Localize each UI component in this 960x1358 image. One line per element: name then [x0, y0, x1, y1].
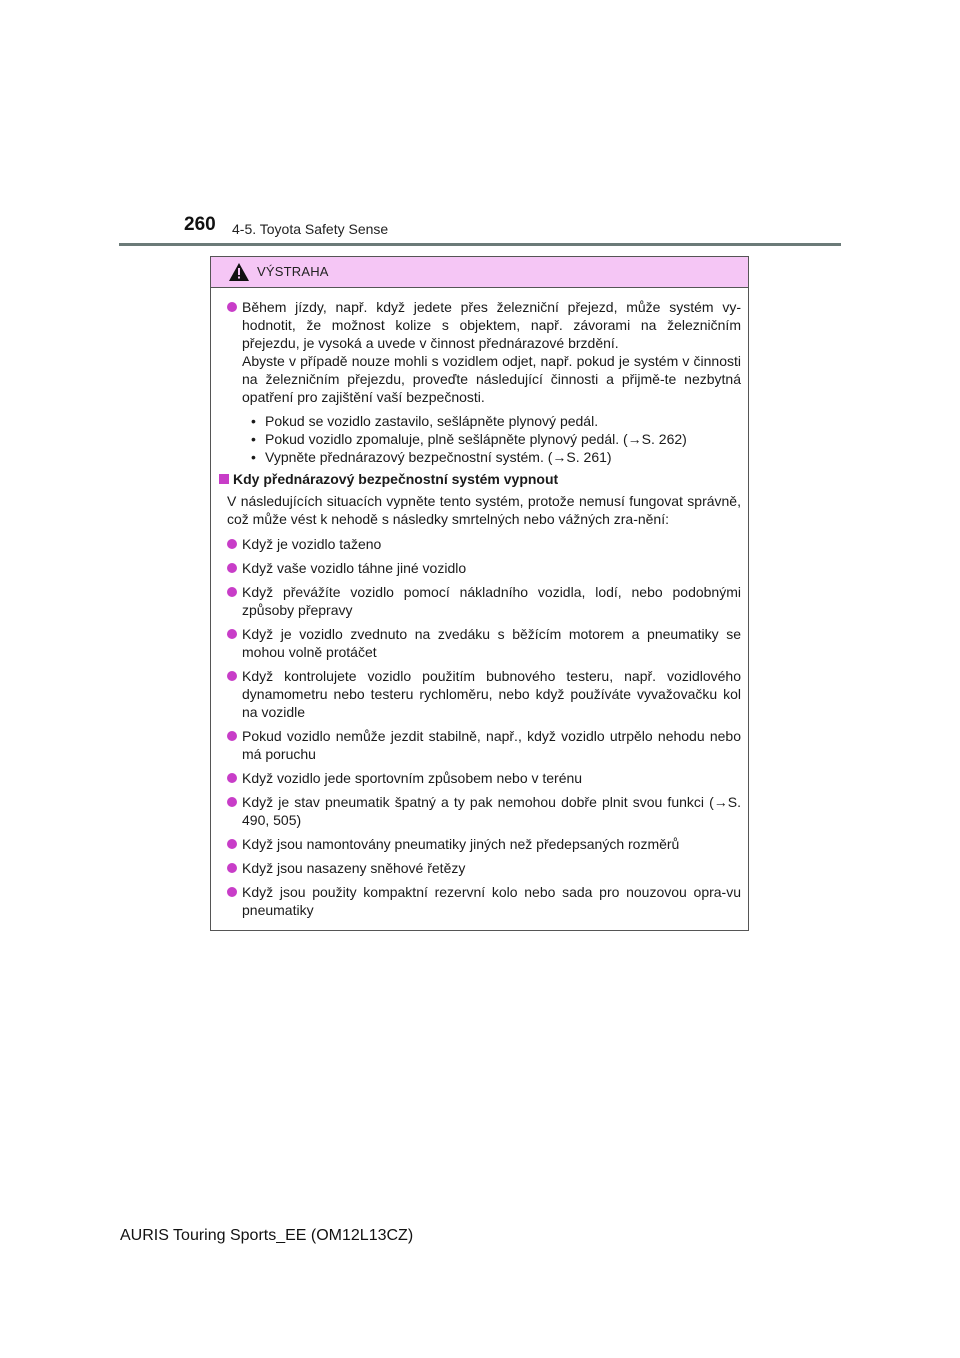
bullet-icon: •	[251, 413, 256, 429]
warning-body	[211, 288, 748, 919]
section-title: 4-5. Toyota Safety Sense	[232, 221, 389, 237]
list-item: Když jsou nasazeny sněhové řetězy	[219, 859, 741, 877]
warning-text: Abyste v případě nouze mohli s vozidlem odjet, např. pokud je systém v činnosti na železničním přejezdu, proveďte následující činnosti a přijmě-te nezbytná opatření pro zajištění vaší bezpečnosti.	[242, 353, 741, 405]
list-item: Pokud vozidlo nemůže jezdit stabilně, např., když vozidlo utrpělo nehodu nebo má poruchu	[219, 727, 741, 763]
footer-model: AURIS Touring Sports_EE (OM12L13CZ)	[120, 1227, 414, 1244]
header-divider	[119, 243, 841, 246]
bullet-icon: •	[251, 449, 256, 465]
bullet-icon	[227, 671, 237, 681]
bullet-icon	[227, 863, 237, 873]
section-heading: Kdy přednárazový bezpečnostní systém vypnout	[219, 470, 741, 488]
sub-list-item: • Pokud se vozidlo zastavilo, sešlápněte plynový pedál.	[251, 413, 599, 429]
list-item: Když kontrolujete vozidlo použitím bubnového testeru, např. vozidlového dynamometru nebo testeru rychloměru, nebo když používáte vyvažovačku kol na vozidle	[219, 667, 741, 721]
bullet-icon	[227, 731, 237, 741]
bullet-icon	[227, 797, 237, 807]
list-item: Když převážíte vozidlo pomocí nákladního vozidla, lodí, nebo podobnými způsoby přepravy	[219, 583, 741, 619]
bullet-icon	[227, 539, 237, 549]
bullet-icon	[227, 773, 237, 783]
list-item: Když vaše vozidlo táhne jiné vozidlo	[219, 559, 741, 577]
sub-list-item: • Pokud vozidlo zpomaluje, plně sešlápněte plynový pedál. (→S. 262)	[251, 431, 687, 447]
warning-triangle-icon	[228, 262, 250, 282]
list-item: Když vozidlo jede sportovním způsobem nebo v terénu	[219, 769, 741, 787]
list-item: Když jsou použity kompaktní rezervní kolo nebo sada pro nouzovou opra-vu pneumatiky	[219, 883, 741, 919]
section-text: V následujících situacích vypněte tento systém, protože nemusí fungovat správně, což může vést k nehodě s následky smrtelných nebo vážných zra-nění:	[227, 493, 741, 527]
bullet-icon	[227, 629, 237, 639]
list-item	[219, 298, 741, 466]
warning-text: Během jízdy, např. když jedete přes železniční přejezd, může systém vy-hodnotit, že možnost kolize s objektem, např. závorami na železničním přejezdu, je vysoká a uvede v činnost přednárazové brzdění.	[242, 299, 741, 351]
warning-title: VÝSTRAHA	[257, 264, 329, 279]
list-item: Když je stav pneumatik špatný a ty pak nemohou dobře plnit svou funkci (→S. 490, 505)	[219, 793, 741, 829]
list-item: Když jsou namontovány pneumatiky jiných než předepsaných rozměrů	[219, 835, 741, 853]
list-item: Když je vozidlo zvednuto na zvedáku s běžícím motorem a pneumatiky se mohou volně protáčet	[219, 625, 741, 661]
sub-list-item: • Vypněte přednárazový bezpečnostní systém. (→S. 261)	[251, 449, 612, 465]
list-item: Když je vozidlo taženo	[219, 535, 741, 553]
page-number: 260	[184, 214, 216, 235]
sub-list	[242, 412, 741, 466]
bullet-icon	[227, 887, 237, 897]
bullet-icon	[227, 587, 237, 597]
bullet-icon: •	[251, 431, 256, 447]
square-bullet-icon	[219, 474, 229, 484]
bullet-icon	[227, 563, 237, 573]
warning-header	[211, 257, 748, 288]
warning-box	[210, 256, 749, 931]
bullet-icon	[227, 302, 237, 312]
bullet-icon	[227, 839, 237, 849]
